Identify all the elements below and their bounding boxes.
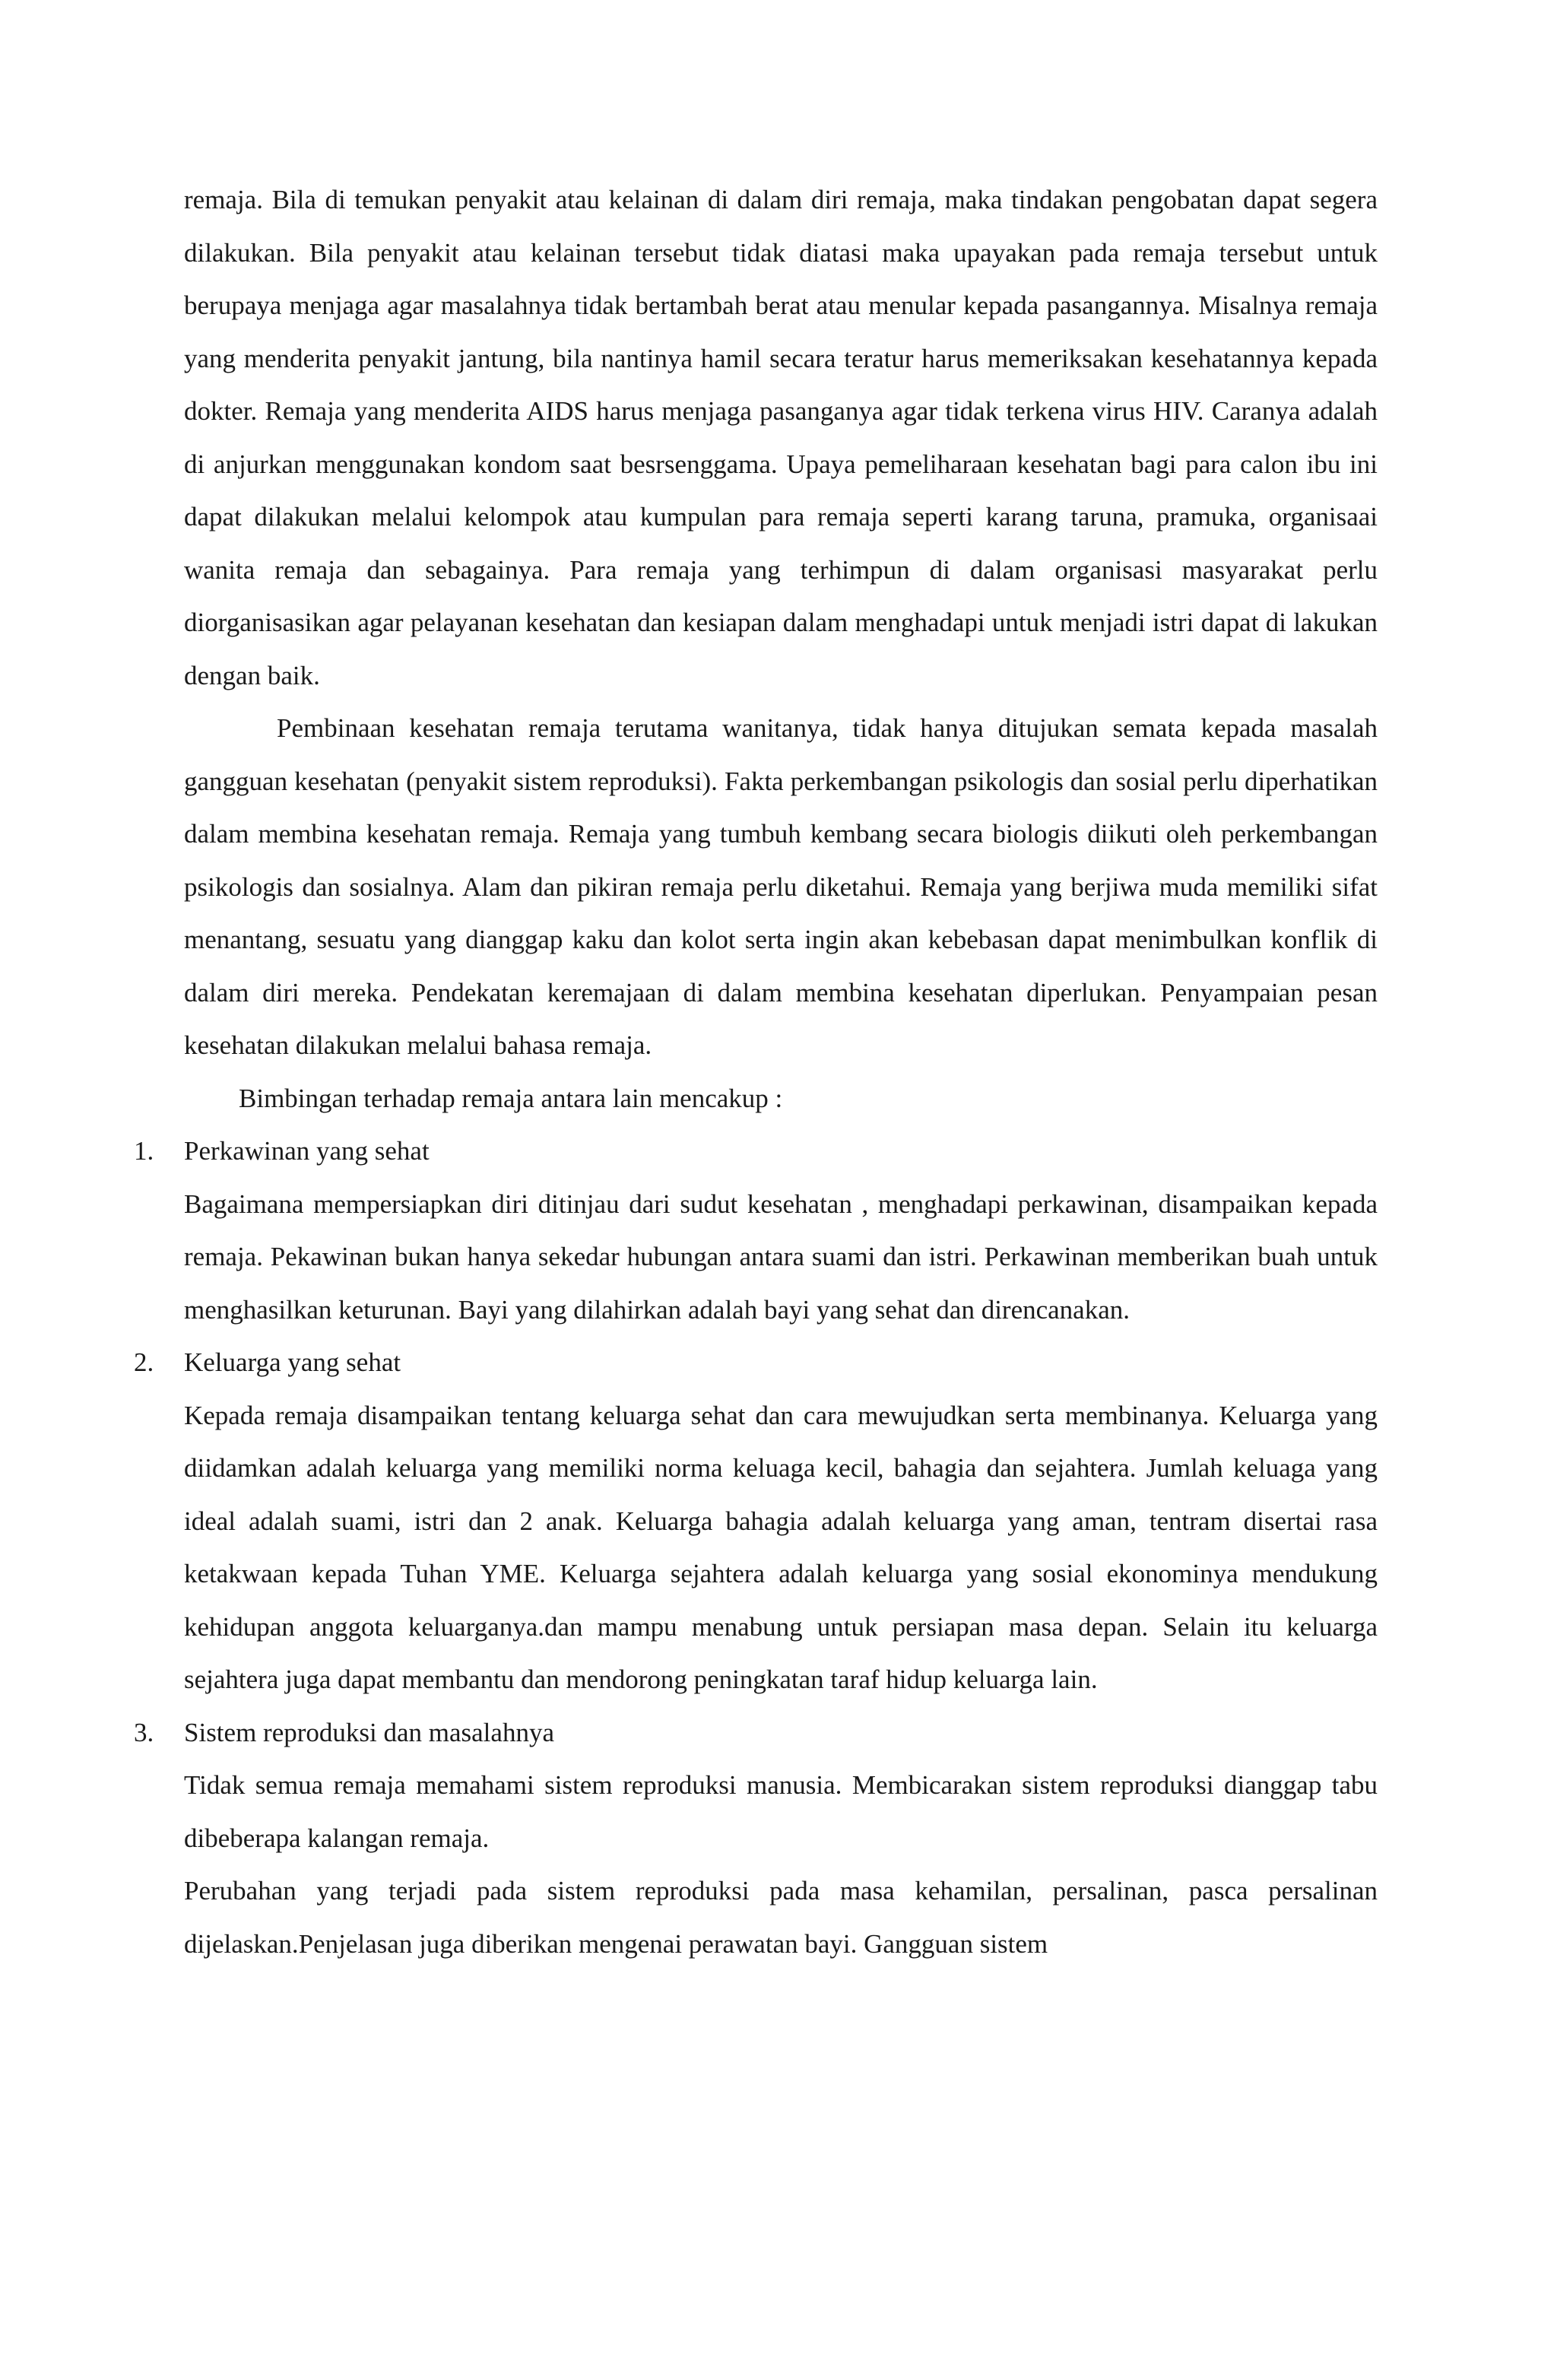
guidance-list [134,1125,1378,1970]
list-item-body: Tidak semua remaja memahami sistem reproduksi manusia. Membicarakan sistem reproduksi dianggap tabu dibeberapa kalangan remaja. [184,1770,1378,1853]
list-item-heading [134,1125,1378,1178]
list-item-body: Bagaimana mempersiapkan diri ditinjau dari sudut kesehatan , menghadapi perkawinan, disampaikan kepada remaja. Pekawinan bukan hanya sekedar hubungan antara suami dan istri. Perkawinan memberikan buah untuk menghasilkan keturunan. Bayi yang dilahirkan adalah bayi yang sehat dan direncanakan. [184,1188,1378,1325]
list-item-heading [134,1706,1378,1760]
list-item-number: 2. [134,1347,154,1377]
list-item [134,1336,1378,1706]
list-item-title: Keluarga yang sehat [184,1347,401,1377]
list-item-title: Sistem reproduksi dan masalahnya [184,1717,554,1747]
list-item-title: Perkawinan yang sehat [184,1136,430,1166]
paragraph-1: remaja. Bila di temukan penyakit atau kelainan di dalam diri remaja, maka tindakan pengobatan dapat segera dilakukan. Bila penyakit atau kelainan tersebut tidak diatasi maka upayakan pada remaja tersebut untuk berupaya menjaga agar masalahnya tidak bertambah berat atau menular kepada pasangannya. Misalnya remaja yang menderita penyakit jantung, bila nantinya hamil secara teratur harus memeriksakan kesehatannya kepada dokter. Remaja yang menderita AIDS harus menjaga pasanganya agar tidak terkena virus HIV. Caranya adalah di anjurkan menggunakan kondom saat besrsenggama. Upaya pemeliharaan kesehatan bagi para calon ibu ini dapat dilakukan melalui kelompok atau kumpulan para remaja seperti karang taruna, pramuka, organisaai wanita remaja dan sebagainya. Para remaja yang terhimpun di dalam organisasi masyarakat perlu diorganisasikan agar pelayanan kesehatan dan kesiapan dalam menghadapi untuk menjadi istri dapat di lakukan dengan baik. [184,185,1378,690]
list-item-number: 3. [134,1717,154,1747]
list-item-body: Kepada remaja disampaikan tentang keluarga sehat dan cara mewujudkan serta membinanya. Keluarga yang diidamkan adalah keluarga yang memiliki norma keluaga kecil, bahagia dan sejahtera. Jumlah keluaga yang ideal adalah suami, istri dan 2 anak. Keluarga bahagia adalah keluarga yang aman, tentram disertai rasa ketakwaan kepada Tuhan YME. Keluarga sejahtera adalah keluarga yang sosial ekonominya mendukung kehidupan anggota keluarganya.dan mampu menabung untuk persiapan masa depan. Selain itu keluarga sejahtera juga dapat membantu dan mendorong peningkatan taraf hidup keluarga lain. [184,1400,1378,1694]
list-item [134,1706,1378,1971]
list-intro: Bimbingan terhadap remaja antara lain mencakup : [239,1083,783,1113]
paragraph-2: Pembinaan kesehatan remaja terutama wanitanya, tidak hanya ditujukan semata kepada masalah gangguan kesehatan (penyakit sistem reproduksi). Fakta perkembangan psikologis dan sosial perlu diperhatikan dalam membina kesehatan remaja. Remaja yang tumbuh kembang secara biologis diikuti oleh perkembangan psikologis dan sosialnya. Alam dan pikiran remaja perlu diketahui. Remaja yang berjiwa muda memiliki sifat menantang, sesuatu yang dianggap kaku dan kolot serta ingin akan kebebasan dapat menimbulkan konflik di dalam diri mereka. Pendekatan keremajaan di dalam membina kesehatan diperlukan. Penyampaian pesan kesehatan dilakukan melalui bahasa remaja. [184,713,1378,1060]
list-item-body: Perubahan yang terjadi pada sistem reproduksi pada masa kehamilan, persalinan, pasca persalinan dijelaskan.Penjelasan juga diberikan mengenai perawatan bayi. Gangguan sistem [184,1876,1378,1959]
list-item-number: 1. [134,1136,154,1166]
list-item-heading [134,1336,1378,1389]
document-body [134,173,1378,1970]
list-item [134,1125,1378,1336]
